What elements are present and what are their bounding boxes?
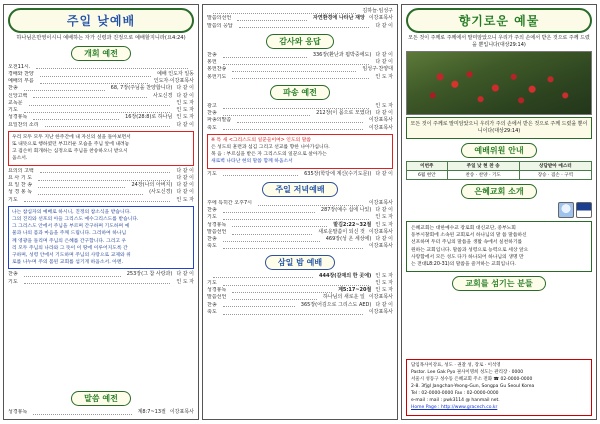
confession-order-list [8, 168, 194, 204]
list-item: 성경봉독 계8:7~13절 이강표목사 [8, 408, 194, 415]
list-item: 기도 인 도 자 [8, 107, 194, 113]
table-header-row [407, 162, 592, 171]
list-item: 찬송 212장(이 몸으로 모였다) 다 같 이 [207, 110, 393, 116]
list-item: 봉헌찬송 임성구·찬양대 [207, 66, 393, 73]
list-item: 축도 이강표목사 [207, 308, 393, 315]
list-item: 축도 이강표목사 [207, 124, 393, 131]
middle-column [202, 4, 398, 420]
offering-verse-lead: 모든 것이 주께로 주께에서 말미암았으니 우리가 주의 손에서 받은 것으로 주께 드렸을 뿐입니다(대상29:14) [408, 35, 590, 48]
list-item: 신앙고백 사도신경 다 같 이 [8, 92, 194, 99]
list-item: 기도 인 도 자 [207, 279, 393, 286]
list-item: 성경봉독 16장(28:8)로 하나님 인 도 자 [8, 114, 194, 121]
list-item: 말씀의선언 자연환경에 나타난 재앙 이강표목사 [207, 15, 393, 22]
list-item: 말씀선언 새로운말씀이 되신 것 이강표목사 [207, 228, 393, 235]
church-intro-text: 은혜교회는 대한예수교 장로회 대신교단, 중부노회 동부시찰회에 소속된 교회로서 하나님의 말 씀 말씀하신 선포하며 두터 주님의 말씀을 생활 속에서 실천하기를 원하는 교회입니다. 말씀과 성령으로 능력으로 세상 앞으 사랑함에서 모든 성도 다가 하나되어 하나님의 생명 만 는 전대L8:20-31)의 말씀을 즐겨하는 교회입니다. [406, 221, 592, 272]
list-item: 성 경 봉 독 (사도신경) 다 같 이 [8, 189, 194, 196]
list-item: 말씀선언 하나님의 새로운 일 이강표목사 [207, 294, 393, 301]
list-item: 예배의 부름 인도자·이강표목사 [8, 78, 194, 84]
section-heading-wednesday: 삼일 밤 예배 [265, 255, 335, 270]
section-heading-opening: 개회 예전 [71, 46, 131, 61]
list-item: 444장(갈재의 한 곳에) 인 도 자 [207, 273, 393, 280]
thanks-order-list [207, 52, 393, 81]
evening-order-list [207, 200, 393, 251]
list-item: 후에 특히간 오후7시 이강표목사 [207, 199, 393, 206]
list-item: 봉헌기도 인 도 자 [207, 73, 393, 80]
list-item: 광고 인 도 자 [207, 102, 393, 109]
list-item: 김하늘·임성구 [207, 8, 393, 15]
opening-order-list [8, 64, 194, 129]
list-item: 기도 635장(학당에 계신(수기도문)) 다 같 이 [207, 170, 393, 177]
opening-note: 우리 모두 모두 지난 한주간에 내 자신의 설을 돌아보면서 또 내뜻으로 행하였던 부끄러운 모습을 주님 앞에 내려놓 고 겸손히 회개하는 심정으로 주님을 찬송하오니 받으시 옵소서. [8, 131, 194, 166]
hymn-order-list [8, 271, 194, 286]
right-column [401, 4, 597, 420]
list-item: 축도 이강표목사 [207, 243, 393, 250]
table-cell: 6월 현안 [407, 171, 448, 180]
section-heading-evening: 주일 저녁예배 [262, 182, 337, 197]
list-item: 경배와 찬양 예배 인도자 일동 [8, 70, 194, 77]
list-item: 찬송 253장(그 참 사랑과) 다 같 이 [8, 271, 194, 278]
list-item: 요 사 기 도 다 같 이 [8, 174, 194, 181]
list-item: 성경봉독 계5:17~20절 인 도 자 [207, 287, 393, 293]
lords-prayer-row [207, 171, 393, 178]
list-item: 기도 인 도 자 [8, 278, 194, 285]
list-item: 요일찬의 소리 다 같 이 [8, 121, 194, 128]
section-heading-sending: 파송 예전 [270, 85, 330, 100]
table-cell: 찬송 · 찬양 · 기도 [447, 171, 519, 180]
section-heading-word: 말씀 예전 [71, 391, 131, 406]
church-contact-footer: 담임목사이강표, 성도 · 권찰 성, 장로 · 이석영 Pastor. Lee Gak Pyo 권사이명희 성도는 관리장 · 0000 서울시 성동구 성수동 은혜교회 주소 전화 ☎ 02-0000-0000 2-8. 3fjgl Jangchan-Yeong-Gun, Songpa Gu Seoul Korea Tel : 02-0000-0000 Fax : 02-0000-0000 e-mail : mail : pwk3114 @ hanmail net. Home Page : http://www.gracech.co.kr [406, 359, 592, 416]
list-item: 찬송 287장(예수 십에 나있) 다 같 이 [207, 207, 393, 213]
table-header-cell: 이번주 [407, 162, 448, 171]
church-emblems [406, 202, 592, 218]
left-subtitle: 하나님은만영이시니 예배하는 자가 신령과 진정으로 예배할지니라(요4:24) [16, 35, 186, 41]
section-heading-church-intro: 은혜교회 소개 [461, 184, 536, 199]
section-heading-servants: 교회를 섬기는 분들 [452, 276, 545, 291]
worship-staff-table [406, 161, 592, 180]
homepage-link[interactable]: Home Page : http://www.gracech.co.kr [411, 405, 498, 411]
cross-shield-icon [576, 202, 592, 218]
table-header-cell: 주일 낮 현 찬 송 [447, 162, 519, 171]
section-heading-worship-staff: 예배위원 안내 [461, 143, 536, 158]
list-item: 성경봉독 맡김2:22~32절 인 도 자 [207, 221, 393, 228]
list-item: 기도 인 도 자 [207, 214, 393, 221]
list-item: 찬송 469장(성 온 세상에) 다 같 이 [207, 236, 393, 242]
table-row [407, 171, 592, 180]
dove-icon [558, 202, 574, 218]
left-column [3, 4, 199, 420]
word-order-list [8, 409, 194, 416]
list-item: 오전11시. [8, 64, 194, 71]
list-item: 교독문 인 도 자 [8, 99, 194, 106]
section-heading-thanks: 감사와 응답 [266, 34, 333, 49]
berries-photo [406, 51, 592, 115]
wednesday-order-list [207, 273, 393, 317]
list-item: 찬송 68, 7장(주님을 찬양합니다) 다 같 이 [8, 85, 194, 92]
table-header-cell: 상담받아 에스터 [519, 162, 591, 171]
sermon-order-list [207, 8, 393, 30]
list-item: 봉헌 다 같 이 [207, 59, 393, 65]
right-title: 향기로운 예물 [406, 8, 592, 33]
special-notice: ※ 특 새 <그리스도의 일꾼들이여> 인도의 말씀 은 성도의 훈련과 섬김 그리고 선교를 향한 나아가심니다. 목 음 : 부르심을 받은 자 그리스도의 일꾼으로 살아가는 새로벽 나타난 현의 말씀 함께 하옵소서 [207, 134, 393, 169]
sending-order-list [207, 103, 393, 132]
list-item: 찬송 365장(어김으로 그리스도 AED) 다 같 이 [207, 301, 393, 308]
list-item: 기도 인 도 자 [8, 196, 194, 203]
offering-verse-box: 모든 것이 주께로 말미암았으니 우리가 주의 손에서 받은 것으로 주께 드렸을 뿐이니이다(대상29:14) [406, 117, 592, 139]
prayer-note: 나는 참심자의 예배로 하시니, 진정의 참소식을 받습니다. 그의 진리와 선포의 아들 그리스도 예수그리스도를 받습니다. 그 그리스도 안에서 주님을 부르며 간구하며 기도하며 예 물과 나의 몸과 마음을 주께 드립니다. 그리하여 하나님 께 영광을 돌리며 주님의 은혜를 간구합니다. 그리고 우 리 모두 주님의 나라와 그 뜻이 이 땅에 이루어지도록 간 구하며, 성령 안에서 기도하며 주님의 사랑으로 교제와 위 로를 나누며 주의 몸된 교회를 섬기게 하옵소서. 아멘. [8, 206, 194, 270]
left-title: 주일 낮예배 [8, 8, 194, 33]
table-cell: 장승 · 겸손 · 구역 [519, 171, 591, 180]
list-item: 요의의 고백 다 같 이 [8, 167, 194, 174]
list-item: 말씀의 응답 다 같 이 [207, 22, 393, 29]
list-item: 찬송 336장(환난과 핍박중에도) 다 같 이 [207, 51, 393, 58]
list-item: 요 일 찬 송 24장(나의 아버지) 다 같 이 [8, 182, 194, 188]
list-item: 파송의말씀 이강표목사 [207, 117, 393, 124]
